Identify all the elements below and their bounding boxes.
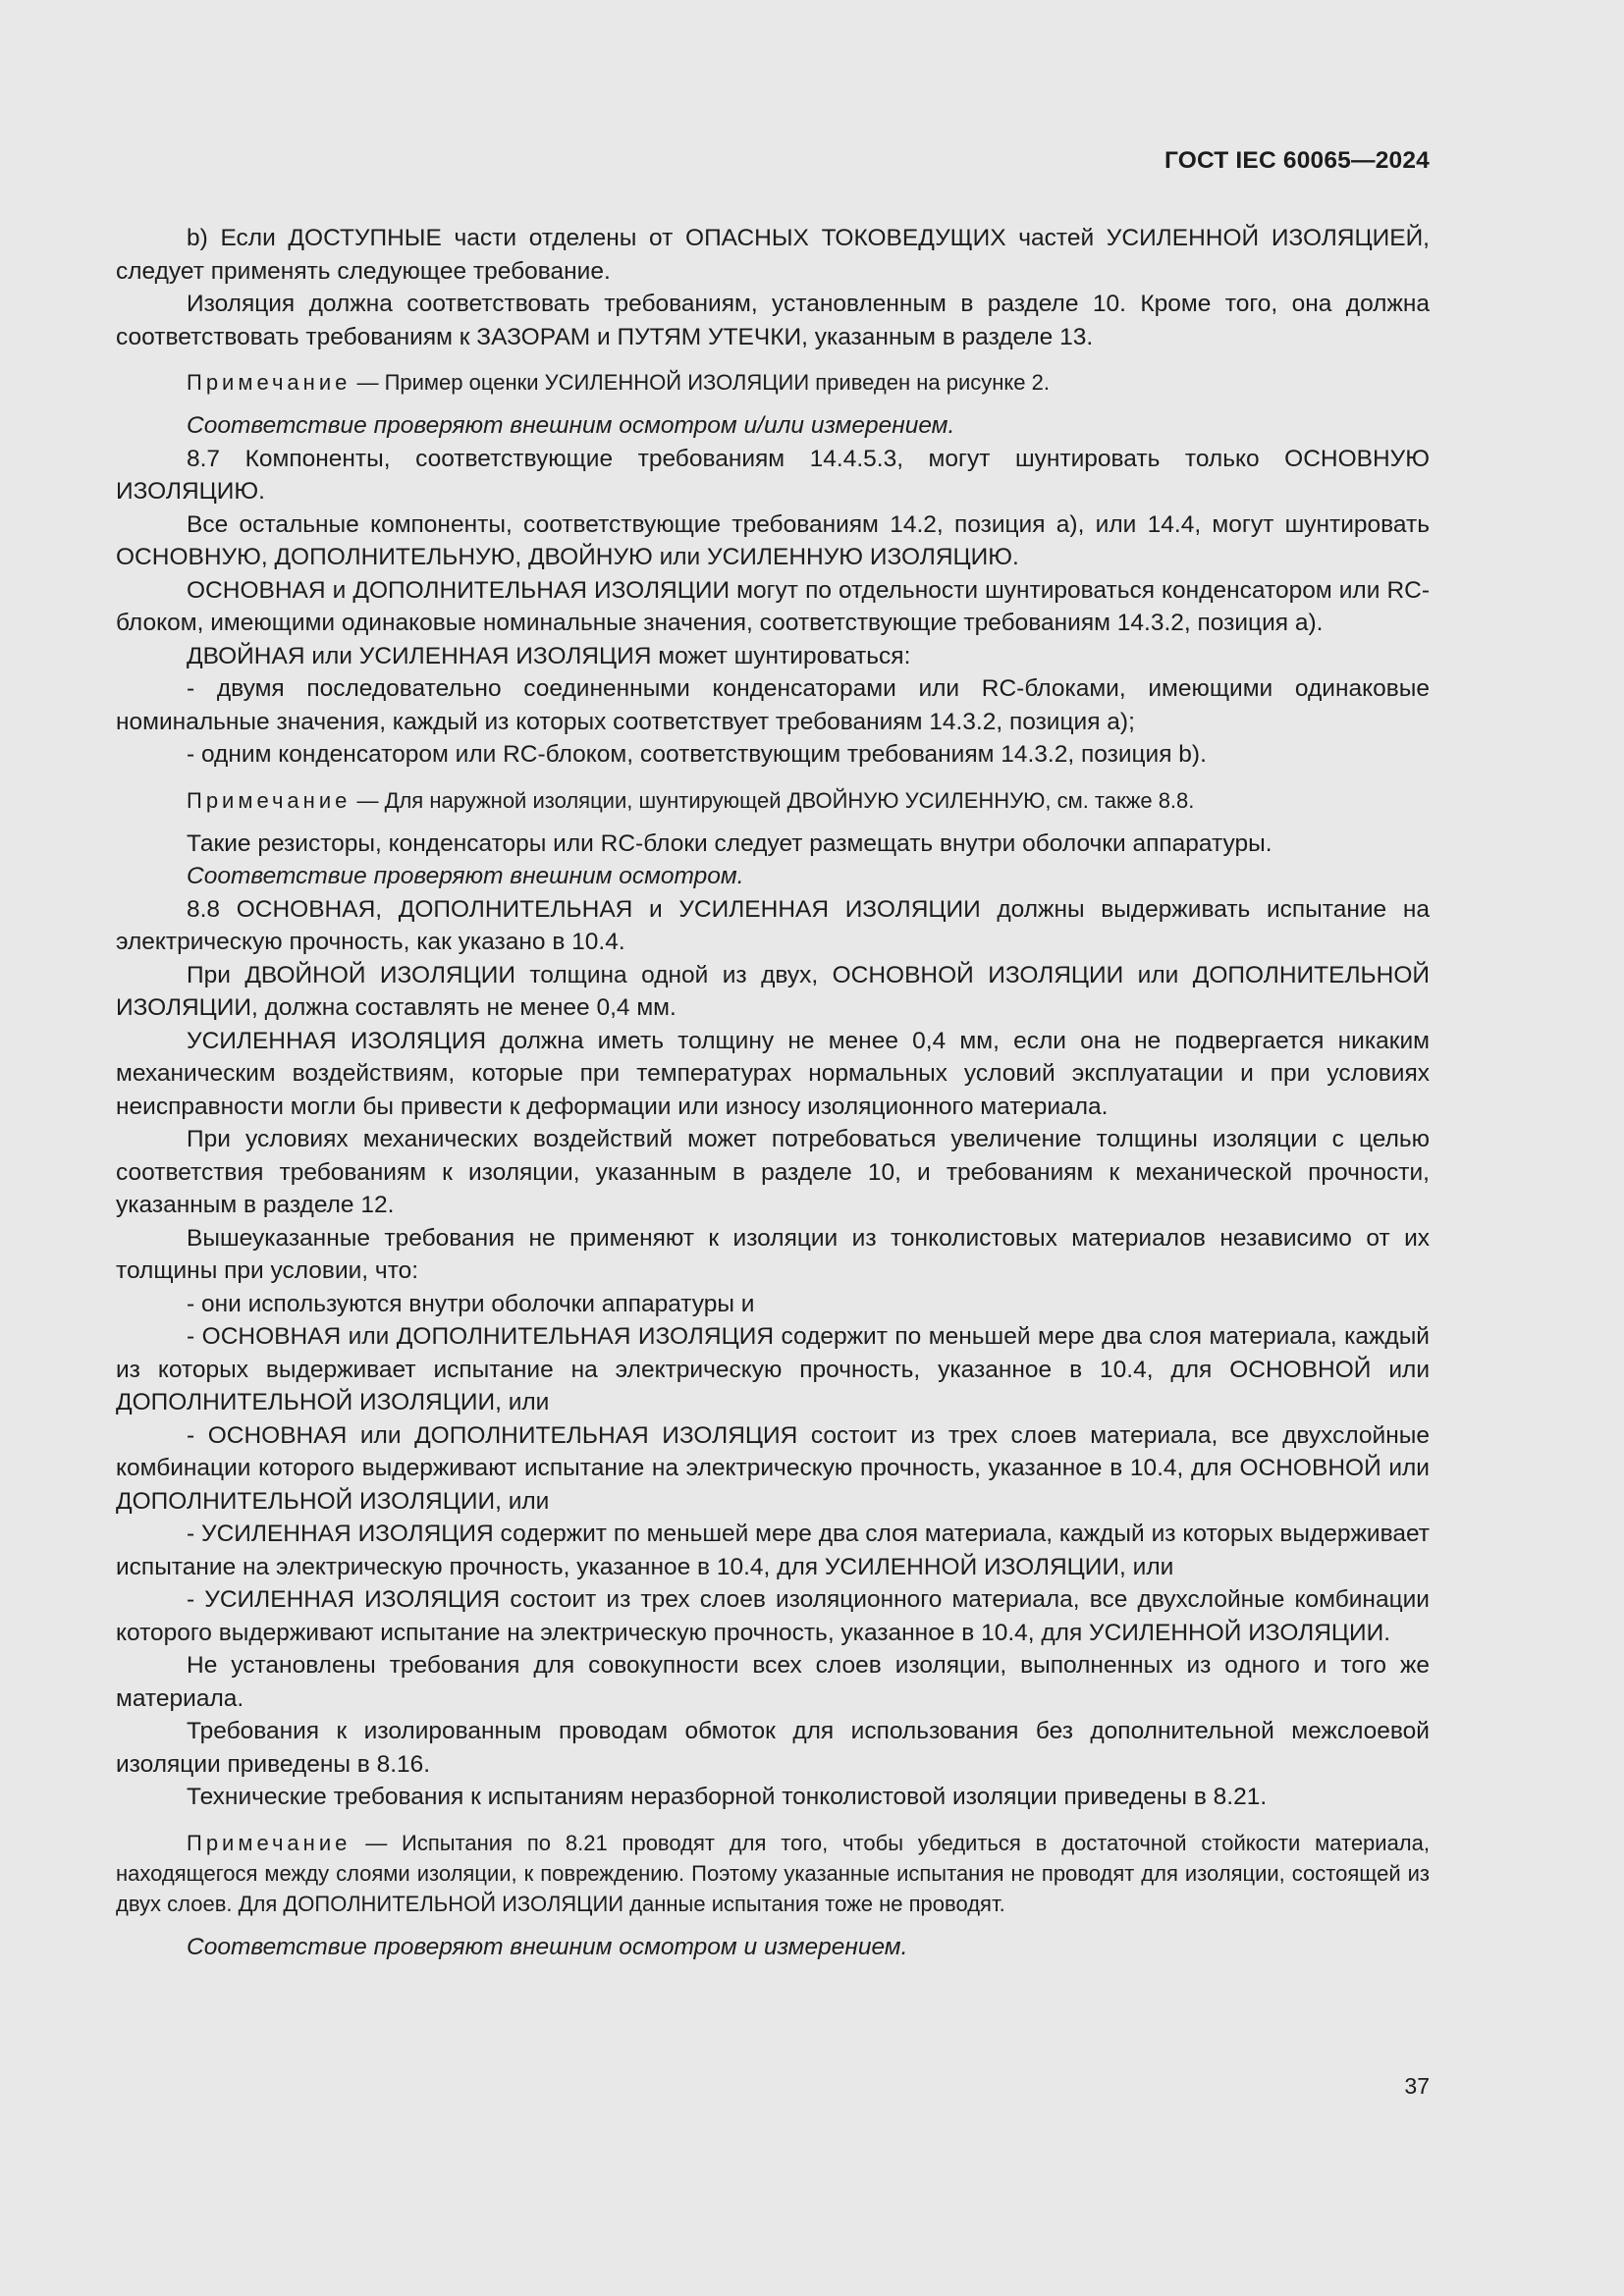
page-number: 37 <box>1404 2073 1430 2099</box>
section-8-7: 8.7 Компоненты, соответствующие требованиям 14.4.5.3, могут шунтировать только ОСНОВНУЮ ИЗОЛЯЦИЮ. <box>116 445 1430 505</box>
note-text: — Пример оценки УСИЛЕННОЙ ИЗОЛЯЦИИ приведен на рисунке 2. <box>351 370 1050 395</box>
list-item: - ОСНОВНАЯ или ДОПОЛНИТЕЛЬНАЯ ИЗОЛЯЦИЯ содержит по меньшей мере два слоя материала, каждый из которых выдерживает испытание на электрическую прочность, указанное в 10.4, для ОСНОВНОЙ или ДОПОЛНИТЕЛЬНОЙ ИЗОЛЯЦИИ, или <box>116 1323 1430 1415</box>
list-item: - двумя последовательно соединенными конденсаторами или RC-блоками, имеющими одинаковые номинальные значения, каждый из которых соответствует требованиям 14.3.2, позиция а); <box>116 675 1430 735</box>
list-item: - УСИЛЕННАЯ ИЗОЛЯЦИЯ содержит по меньшей мере два слоя материала, каждый из которых выдерживает испытание на электрическую прочность, указанное в 10.4, для УСИЛЕННОЙ ИЗОЛЯЦИИ, или <box>116 1521 1430 1580</box>
list-item: - ОСНОВНАЯ или ДОПОЛНИТЕЛЬНАЯ ИЗОЛЯЦИЯ состоит из трех слоев материала, все двухслойные комбинации которого выдерживают испытание на электрическую прочность, указанное в 10.4, для ОСНОВНОЙ или ДОПОЛНИТЕЛЬНОЙ ИЗОЛЯЦИИ, или <box>116 1421 1430 1515</box>
paragraph: Не установлены требования для совокупности всех слоев изоляции, выполненных из одного и того же материала. <box>116 1652 1430 1712</box>
paragraph: При ДВОЙНОЙ ИЗОЛЯЦИИ толщина одной из двух, ОСНОВНОЙ ИЗОЛЯЦИИ или ДОПОЛНИТЕЛЬНОЙ ИЗОЛЯЦИИ, должна составлять не менее 0,4 мм. <box>116 961 1430 1021</box>
note-label: Примечание <box>187 1830 352 1855</box>
note <box>116 1828 1430 1919</box>
compliance-statement: Соответствие проверяют внешним осмотром и/или измерением. <box>187 412 955 439</box>
list-item: - УСИЛЕННАЯ ИЗОЛЯЦИЯ состоит из трех слоев изоляционного материала, все двухслойные комбинации которого выдерживают испытание на электрическую прочность, указанное в 10.4, для УСИЛЕННОЙ ИЗОЛЯЦИИ. <box>116 1586 1430 1646</box>
note-text: — Для наружной изоляции, шунтирующей ДВОЙНУЮ УСИЛЕННУЮ, см. также 8.8. <box>351 787 1195 813</box>
note <box>116 785 1430 816</box>
compliance-statement: Соответствие проверяют внешним осмотром. <box>187 863 744 889</box>
compliance-statement: Соответствие проверяют внешним осмотром и измерением. <box>187 1933 908 1960</box>
paragraph: Требования к изолированным проводам обмоток для использования без дополнительной межслоевой изоляции приведены в 8.16. <box>116 1718 1430 1778</box>
paragraph: Вышеуказанные требования не применяют к изоляции из тонколистовых материалов независимо от их толщины при условии, что: <box>116 1224 1430 1284</box>
list-item: - одним конденсатором или RC-блоком, соответствующим требованиям 14.3.2, позиция b). <box>187 741 1207 768</box>
list-item: - они используются внутри оболочки аппаратуры и <box>187 1290 755 1317</box>
paragraph: УСИЛЕННАЯ ИЗОЛЯЦИЯ должна иметь толщину не менее 0,4 мм, если она не подвергается никаким механическим воздействиям, которые при температурах нормальных условий эксплуатации и при условиях неисправности могли бы привести к деформации или износу изоляционного материала. <box>116 1027 1430 1120</box>
paragraph: Технические требования к испытаниям неразборной тонколистовой изоляции приведены в 8.21. <box>187 1784 1268 1810</box>
paragraph: b) Если ДОСТУПНЫЕ части отделены от ОПАСНЫХ ТОКОВЕДУЩИХ частей УСИЛЕННОЙ ИЗОЛЯЦИЕЙ, следует применять следующее требование. <box>116 225 1430 285</box>
paragraph: При условиях механических воздействий может потребоваться увеличение толщины изоляции с целью соответствия требованиям к изоляции, указанным в разделе 10, и требованиям к механической прочности, указанным в разделе 12. <box>116 1126 1430 1218</box>
section-8-8: 8.8 ОСНОВНАЯ, ДОПОЛНИТЕЛЬНАЯ и УСИЛЕННАЯ ИЗОЛЯЦИИ должны выдерживать испытание на электрическую прочность, как указано в 10.4. <box>116 895 1430 955</box>
note-label: Примечание <box>187 370 352 395</box>
note-label: Примечание <box>187 787 352 813</box>
paragraph: Изоляция должна соответствовать требованиям, установленным в разделе 10. Кроме того, она должна соответствовать требованиям к ЗАЗОРАМ и ПУТЯМ УТЕЧКИ, указанным в разделе 13. <box>116 291 1430 350</box>
document-body <box>116 222 1430 1963</box>
note <box>116 367 1430 398</box>
paragraph: ДВОЙНАЯ или УСИЛЕННАЯ ИЗОЛЯЦИЯ может шунтироваться: <box>187 642 911 669</box>
note-text: — Испытания по 8.21 проводят для того, чтобы убедиться в достаточной стойкости материала, находящегося между слоями изоляции, к повреждению. Поэтому указанные испытания не проводят для изоляции, состоящей из двух слоев. Для ДОПОЛНИТЕЛЬНОЙ ИЗОЛЯЦИИ данные испытания тоже не проводят. <box>116 1830 1430 1916</box>
document-header: ГОСТ IEC 60065—2024 <box>1164 147 1430 174</box>
paragraph: Все остальные компоненты, соответствующие требованиям 14.2, позиция а), или 14.4, могут шунтировать ОСНОВНУЮ, ДОПОЛНИТЕЛЬНУЮ, ДВОЙНУЮ или УСИЛЕННУЮ ИЗОЛЯЦИЮ. <box>116 510 1430 570</box>
paragraph: ОСНОВНАЯ и ДОПОЛНИТЕЛЬНАЯ ИЗОЛЯЦИИ могут по отдельности шунтироваться конденсатором или RC-блоком, имеющими одинаковые номинальные значения, соответствующие требованиям 14.3.2, позиция а). <box>116 576 1430 636</box>
paragraph: Такие резисторы, конденсаторы или RC-блоки следует размещать внутри оболочки аппаратуры. <box>187 829 1272 857</box>
